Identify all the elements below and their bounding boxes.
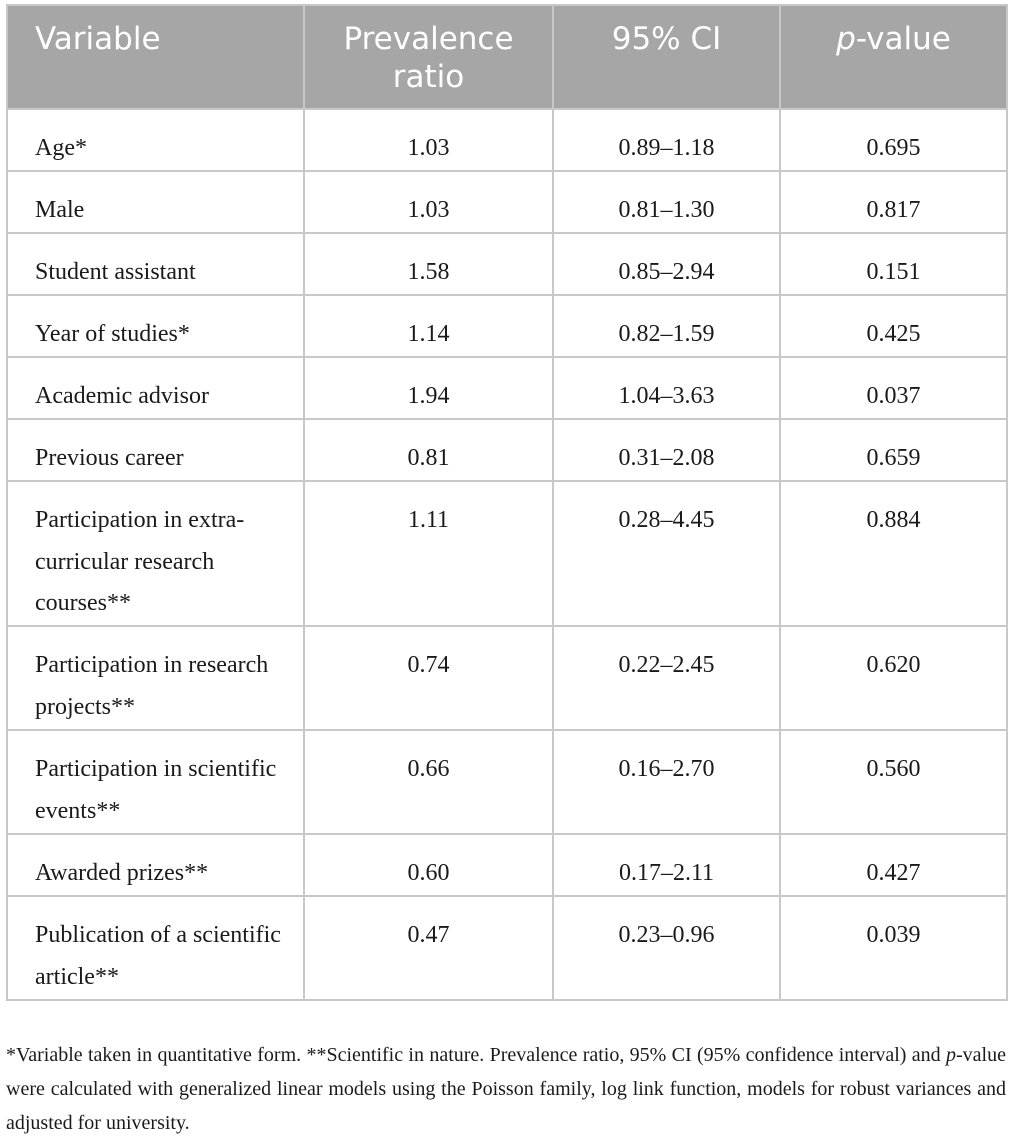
cell-prevalence-ratio: 1.03 <box>304 171 553 233</box>
cell-variable: Awarded prizes** <box>7 834 304 896</box>
cell-variable: Year of studies* <box>7 295 304 357</box>
cell-prevalence-ratio: 1.11 <box>304 481 553 626</box>
cell-p-value: 0.037 <box>780 357 1007 419</box>
cell-prevalence-ratio: 1.58 <box>304 233 553 295</box>
cell-variable: Participation in scientific events** <box>7 730 304 834</box>
cell-ci: 0.16–2.70 <box>553 730 780 834</box>
cell-p-value: 0.560 <box>780 730 1007 834</box>
cell-prevalence-ratio: 1.03 <box>304 109 553 171</box>
cell-ci: 0.22–2.45 <box>553 626 780 730</box>
header-p-rest: -value <box>855 21 951 57</box>
cell-ci: 0.85–2.94 <box>553 233 780 295</box>
cell-variable: Participation in research projects** <box>7 626 304 730</box>
table-row <box>7 357 1007 419</box>
table-row <box>7 481 1007 626</box>
cell-ci: 0.31–2.08 <box>553 419 780 481</box>
table-row <box>7 626 1007 730</box>
cell-p-value: 0.659 <box>780 419 1007 481</box>
cell-variable: Male <box>7 171 304 233</box>
cell-prevalence-ratio: 0.74 <box>304 626 553 730</box>
cell-variable: Previous career <box>7 419 304 481</box>
header-95-ci: 95% CI <box>553 5 780 109</box>
cell-p-value: 0.884 <box>780 481 1007 626</box>
table-row <box>7 419 1007 481</box>
cell-prevalence-ratio: 1.14 <box>304 295 553 357</box>
header-prevalence-ratio: Prevalence ratio <box>304 5 553 109</box>
table-row <box>7 295 1007 357</box>
cell-ci: 1.04–3.63 <box>553 357 780 419</box>
cell-prevalence-ratio: 1.94 <box>304 357 553 419</box>
cell-ci: 0.89–1.18 <box>553 109 780 171</box>
cell-p-value: 0.817 <box>780 171 1007 233</box>
cell-variable: Student assistant <box>7 233 304 295</box>
cell-variable: Publication of a scientific article** <box>7 896 304 1000</box>
table-footnote <box>6 1038 1006 1140</box>
cell-ci: 0.81–1.30 <box>553 171 780 233</box>
cell-ci: 0.23–0.96 <box>553 896 780 1000</box>
table-row <box>7 834 1007 896</box>
cell-prevalence-ratio: 0.60 <box>304 834 553 896</box>
cell-p-value: 0.427 <box>780 834 1007 896</box>
cell-ci: 0.17–2.11 <box>553 834 780 896</box>
footnote-part2: -value were calculated with generalized linear models using the Poisson family, log link function, models for robust variances and adjusted for university. <box>6 1044 1006 1134</box>
cell-prevalence-ratio: 0.81 <box>304 419 553 481</box>
cell-p-value: 0.695 <box>780 109 1007 171</box>
table-header-row <box>7 5 1007 109</box>
table-row <box>7 109 1007 171</box>
header-p-value <box>780 5 1007 109</box>
header-variable: Variable <box>7 5 304 109</box>
cell-p-value: 0.425 <box>780 295 1007 357</box>
footnote-part1: *Variable taken in quantitative form. **Scientific in nature. Prevalence ratio, 95% CI (95% confidence interval) and <box>6 1044 947 1066</box>
prevalence-ratio-table <box>6 4 1008 1001</box>
table-row <box>7 171 1007 233</box>
table-row <box>7 233 1007 295</box>
table-row <box>7 896 1007 1000</box>
cell-p-value: 0.039 <box>780 896 1007 1000</box>
cell-p-value: 0.620 <box>780 626 1007 730</box>
cell-prevalence-ratio: 0.66 <box>304 730 553 834</box>
header-p-italic: p <box>836 21 856 57</box>
cell-p-value: 0.151 <box>780 233 1007 295</box>
table-row <box>7 730 1007 834</box>
cell-variable: Age* <box>7 109 304 171</box>
cell-variable: Academic advisor <box>7 357 304 419</box>
results-table-container <box>6 4 1006 1001</box>
cell-prevalence-ratio: 0.47 <box>304 896 553 1000</box>
cell-ci: 0.82–1.59 <box>553 295 780 357</box>
cell-ci: 0.28–4.45 <box>553 481 780 626</box>
cell-variable: Participation in extra-curricular research courses** <box>7 481 304 626</box>
footnote-p-italic: p <box>946 1044 957 1066</box>
